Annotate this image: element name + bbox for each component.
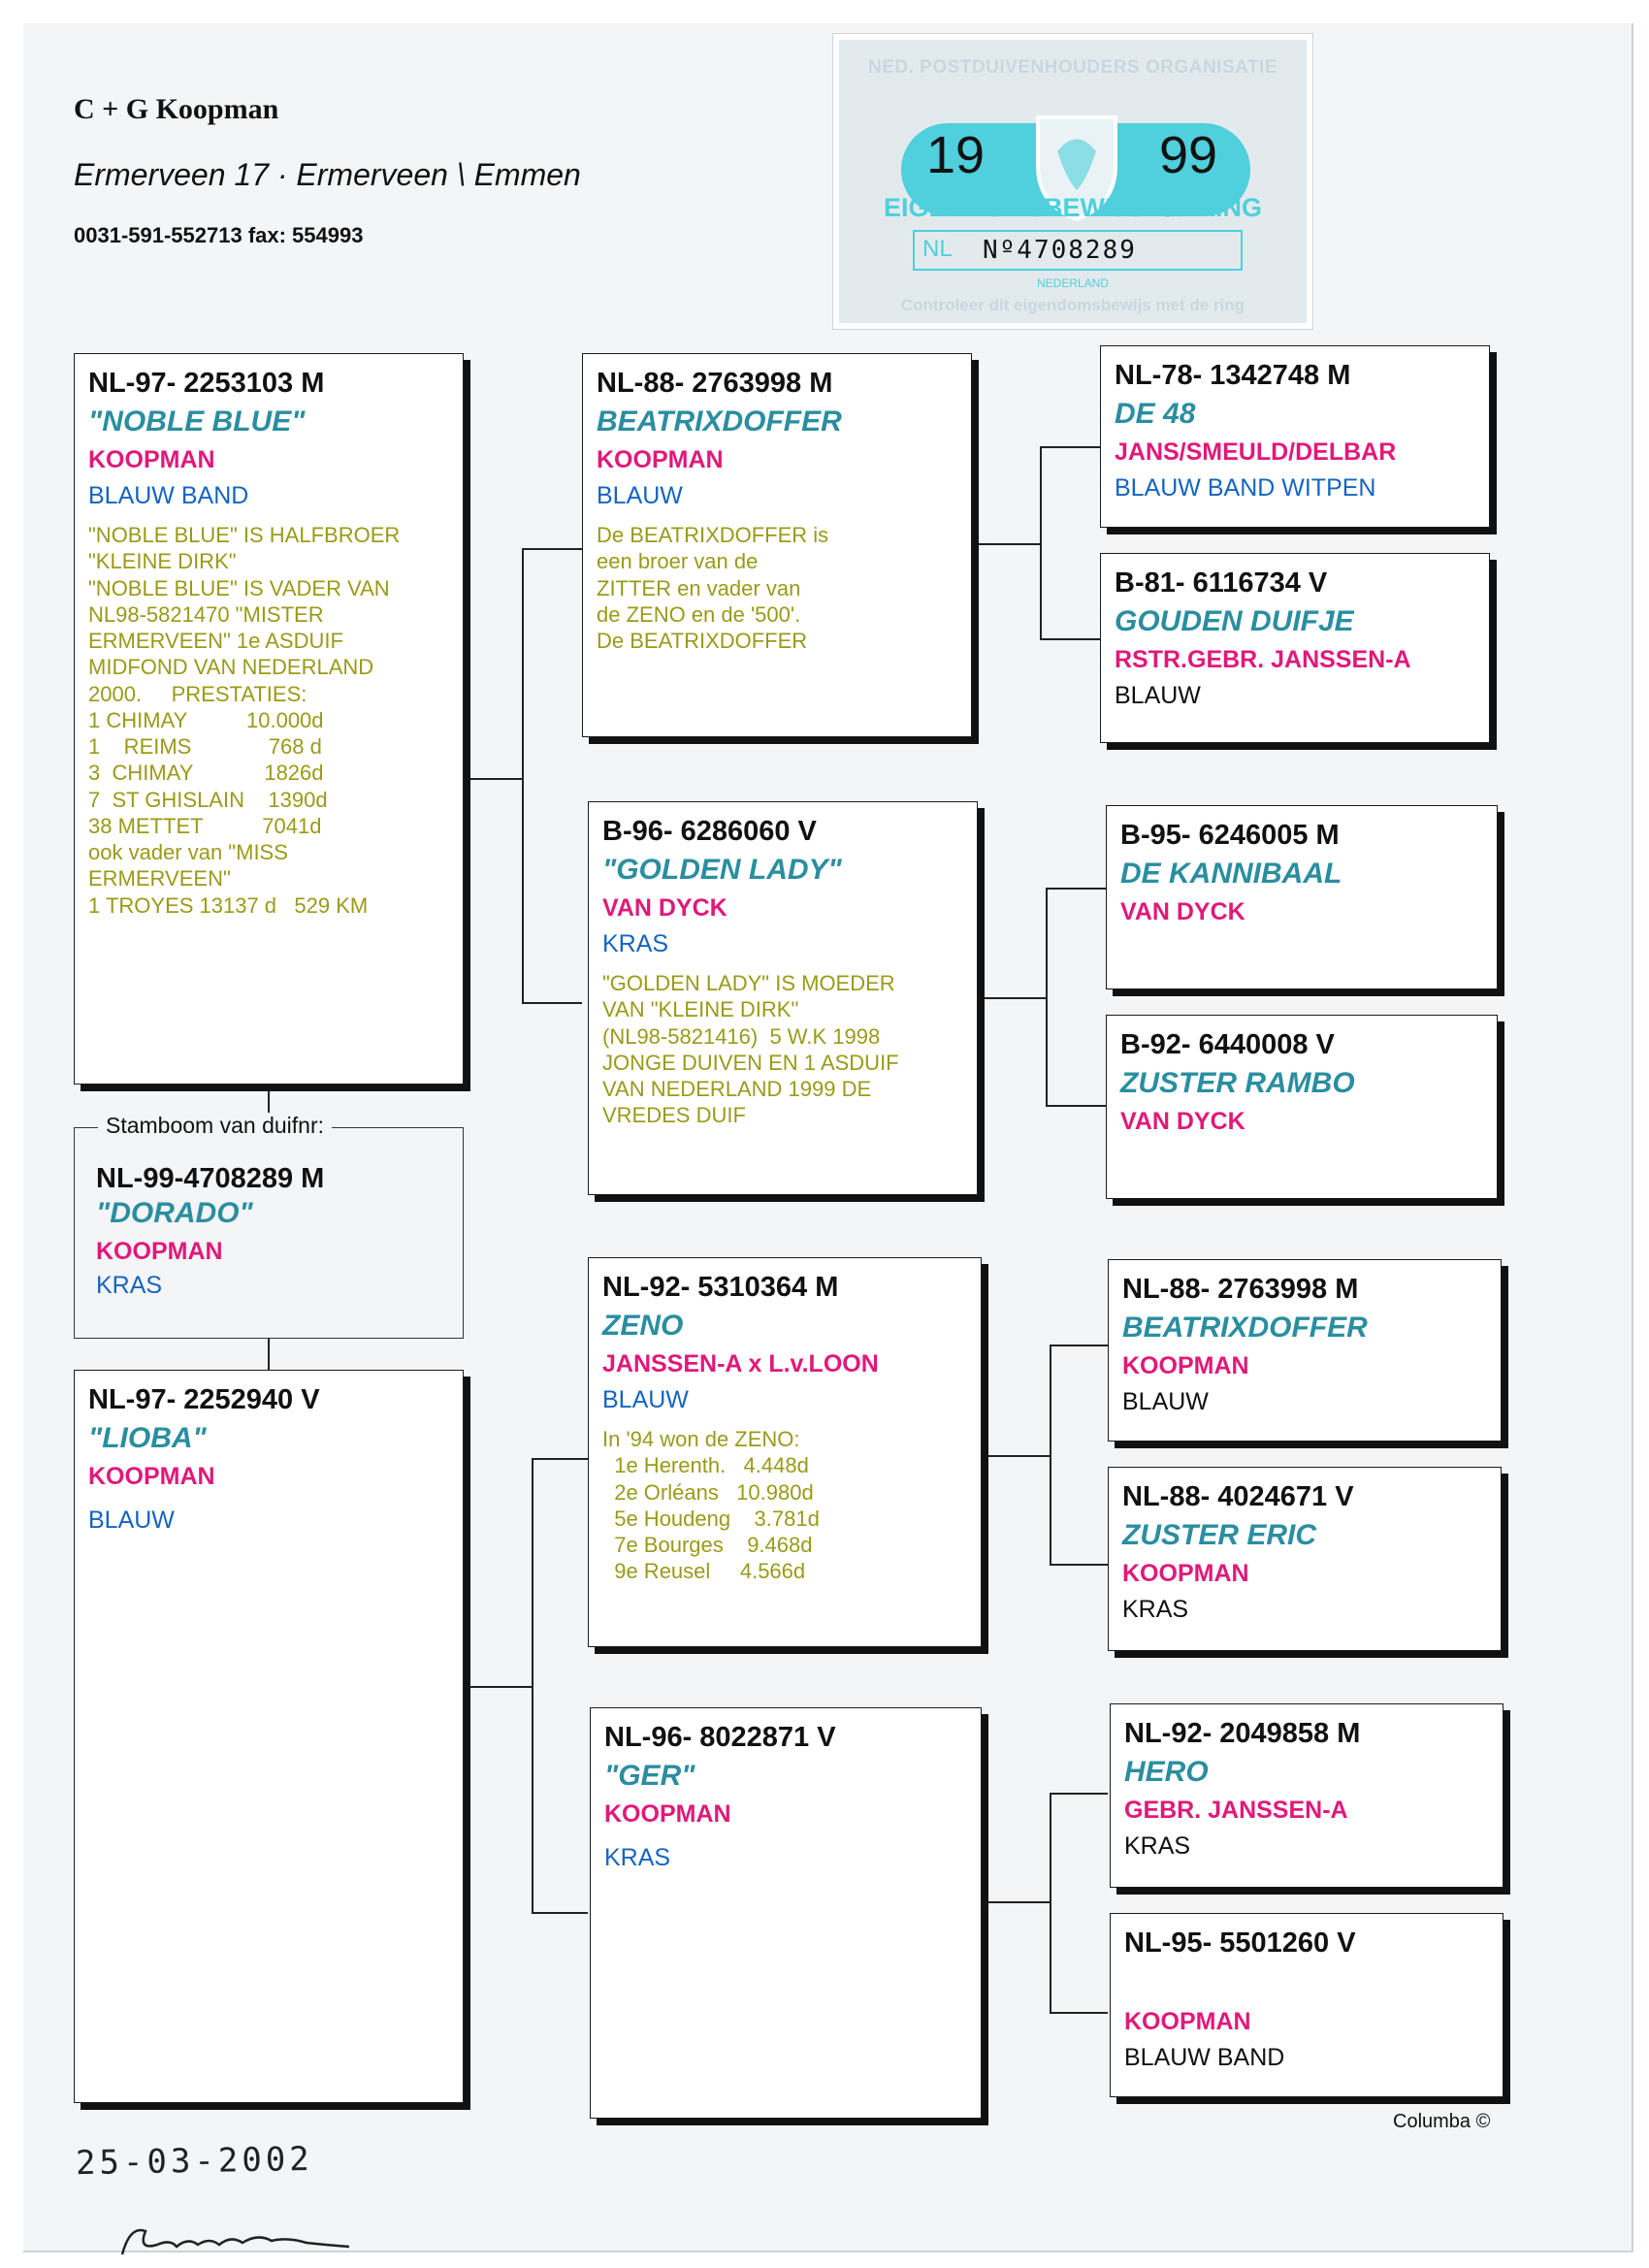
note-line: 3 CHIMAY 1826d [88,761,324,786]
ggp-color: BLAUW [1122,1388,1209,1415]
ggp-ring-number: NL-78- 1342748 M [1115,360,1351,391]
sire-sire-breeder: KOOPMAN [597,446,724,473]
sire-ring-number: NL-97- 2253103 M [88,368,325,399]
sire-color: BLAUW BAND [88,482,249,509]
dam-dam-breeder: KOOPMAN [604,1800,731,1828]
sire-name: "NOBLE BLUE" [88,405,306,437]
ggp-breeder: KOOPMAN [1124,2008,1251,2035]
ggp-card-5 [1108,1259,1502,1442]
certificate-year-right: 99 [1159,126,1218,184]
dam-dam-name: "GER" [604,1760,695,1792]
note-line: NL98-5821470 "MISTER [88,601,324,627]
sire-sire-color: BLAUW [597,482,683,509]
ggp-breeder: VAN DYCK [1120,1108,1245,1135]
note-line: VAN NEDERLAND 1999 DE [602,1077,872,1102]
note-line: "NOBLE BLUE" IS HALFBROER [88,523,401,547]
ggp-card-1 [1100,345,1490,528]
ggp-name: HERO [1124,1756,1209,1788]
ownership-certificate [832,33,1313,330]
sire-dam-notes [602,970,963,1129]
ggp-ring-number: B-81- 6116734 V [1115,567,1328,599]
note-line: 2e Orléans 10.980d [602,1479,814,1505]
note-line: (NL98-5821416) 5 W.K 1998 [602,1023,881,1049]
sire-sire-name: BEATRIXDOFFER [597,405,842,437]
note-line: 5e Houdeng 3.781d [602,1506,820,1531]
note-line: MIDFOND VAN NEDERLAND [88,655,374,680]
note-line: ZITTER en vader van [597,575,801,600]
ggp-card-8 [1110,1913,1504,2097]
dam-color: BLAUW [88,1507,175,1534]
ggp-ring-number: NL-92- 2049858 M [1124,1718,1361,1749]
note-line: JONGE DUIVEN EN 1 ASDUIF [602,1050,899,1075]
dam-sire-notes [602,1426,967,1585]
sire-sire-card [582,353,972,737]
ggp-card-4 [1106,1015,1498,1199]
ggp-card-6 [1108,1467,1502,1651]
ggp-color: KRAS [1122,1596,1189,1623]
sire-sire-notes [597,522,957,654]
ggp-ring-number: B-92- 6440008 V [1120,1029,1335,1060]
ggp-ring-number: NL-88- 4024671 V [1122,1481,1354,1512]
sire-dam-name: "GOLDEN LADY" [602,854,842,886]
ggp-ring-number: NL-88- 2763998 M [1122,1274,1359,1305]
certificate-control-text: Controleer dit eigendomsbewijs met de ring [900,296,1245,314]
sire-sire-ring-number: NL-88- 2763998 M [597,368,833,399]
note-line: "KLEINE DIRK" [88,549,237,574]
ggp-card-2 [1100,553,1490,743]
dam-ring-number: NL-97- 2252940 V [88,1384,320,1415]
dam-breeder: KOOPMAN [88,1463,215,1490]
note-line: 9e Reusel 4.566d [602,1559,806,1584]
note-line: 2000. PRESTATIES: [88,681,307,706]
dam-sire-ring-number: NL-92- 5310364 M [602,1272,839,1303]
sire-dam-card [588,801,978,1195]
note-line: 1e Herenth. 4.448d [602,1453,809,1478]
certificate-title: EIGENDOMSBEWIJS v/d RING [883,193,1263,222]
note-line: 1 REIMS 768 d [88,734,322,760]
dam-dam-card [590,1707,982,2119]
ggp-name [1124,1965,1489,2000]
signature-icon [116,2212,369,2260]
sire-card [74,353,464,1085]
subject-ring-number: NL-99-4708289 M [96,1163,325,1194]
certificate-org: NED. POSTDUIVENHOUDERS ORGANISATIE [867,57,1278,78]
dam-card [74,1370,464,2103]
note-line: 1 TROYES 13137 d 529 KM [88,892,369,918]
note-line: 38 METTET 7041d [88,813,322,838]
ggp-color: BLAUW [1115,682,1201,709]
certificate-country: NL [922,236,953,262]
note-line: ERMERVEEN" 1e ASDUIF [88,629,343,654]
subject-color: KRAS [96,1272,163,1299]
note-line: "GOLDEN LADY" IS MOEDER [602,971,895,995]
sire-dam-ring-number: B-96- 6286060 V [602,816,817,847]
note-line: ERMERVEEN" [88,866,231,891]
ggp-ring-number: B-95- 6246005 M [1120,820,1340,851]
ggp-name: ZUSTER RAMBO [1120,1067,1355,1099]
handwritten-date: 25-03-2002 [75,2139,314,2184]
note-line: VREDES DUIF [602,1103,746,1128]
sire-dam-color: KRAS [602,930,669,957]
ggp-color: BLAUW BAND WITPEN [1115,474,1376,502]
ggp-breeder: RSTR.GEBR. JANSSEN-A [1115,646,1411,673]
sire-dam-breeder: VAN DYCK [602,894,728,922]
note-line: "NOBLE BLUE" IS VADER VAN [88,575,390,600]
certificate-nederland: NEDERLAND [1036,276,1109,290]
ggp-name: ZUSTER ERIC [1122,1519,1317,1551]
note-line: De BEATRIXDOFFER [597,629,808,654]
certificate-background [839,40,1307,323]
certificate-year-left: 19 [926,126,986,184]
software-credit: Columba © [1393,2111,1491,2132]
ggp-breeder: JANS/SMEULD/DELBAR [1115,438,1397,466]
certificate-ring-number: Nº4708289 [983,236,1137,265]
sire-breeder: KOOPMAN [88,446,215,473]
dam-sire-color: BLAUW [602,1386,689,1413]
subject-name: "DORADO" [96,1197,253,1229]
dam-name: "LIOBA" [88,1422,207,1454]
ggp-name: GOUDEN DUIFJE [1115,605,1354,637]
ggp-name: BEATRIXDOFFER [1122,1312,1368,1344]
ggp-color: BLAUW BAND [1124,2044,1285,2071]
note-line: ook vader van "MISS [88,840,288,865]
note-line: In '94 won de ZENO: [602,1427,800,1451]
ggp-breeder: KOOPMAN [1122,1352,1249,1379]
dam-sire-name: ZENO [602,1310,684,1342]
subject-breeder: KOOPMAN [96,1238,223,1265]
ggp-breeder: GEBR. JANSSEN-A [1124,1797,1348,1824]
ggp-ring-number: NL-95- 5501260 V [1124,1928,1356,1959]
owner-phone: 0031-591-552713 fax: 554993 [74,223,364,247]
note-line: de ZENO en de '500'. [597,601,801,627]
owner-name: C + G Koopman [74,93,279,125]
ggp-name: DE 48 [1115,398,1196,430]
ggp-name: DE KANNIBAAL [1120,858,1342,890]
dam-sire-card [588,1257,982,1647]
ggp-color: KRAS [1124,1832,1191,1860]
owner-address: Ermerveen 17 · Ermerveen \ Emmen [74,157,581,192]
dam-dam-ring-number: NL-96- 8022871 V [604,1722,836,1753]
note-line: 7e Bourges 9.468d [602,1533,813,1558]
ggp-card-7 [1110,1703,1504,1888]
sire-notes [88,522,449,919]
note-line: De BEATRIXDOFFER is [597,523,829,547]
note-line: 7 ST GHISLAIN 1390d [88,787,328,812]
ggp-card-3 [1106,805,1498,989]
note-line: een broer van de [597,549,759,574]
note-line: 1 CHIMAY 10.000d [88,707,324,732]
ggp-breeder: KOOPMAN [1122,1560,1249,1587]
note-line: VAN "KLEINE DIRK" [602,997,799,1022]
ggp-breeder: VAN DYCK [1120,898,1245,925]
subject-pigeon [74,1113,464,1339]
dam-sire-breeder: JANSSEN-A x L.v.LOON [602,1350,879,1377]
dam-dam-color: KRAS [604,1844,671,1871]
certificate-ring-box [913,230,1243,271]
subject-caption: Stamboom van duifnr: [98,1113,332,1139]
